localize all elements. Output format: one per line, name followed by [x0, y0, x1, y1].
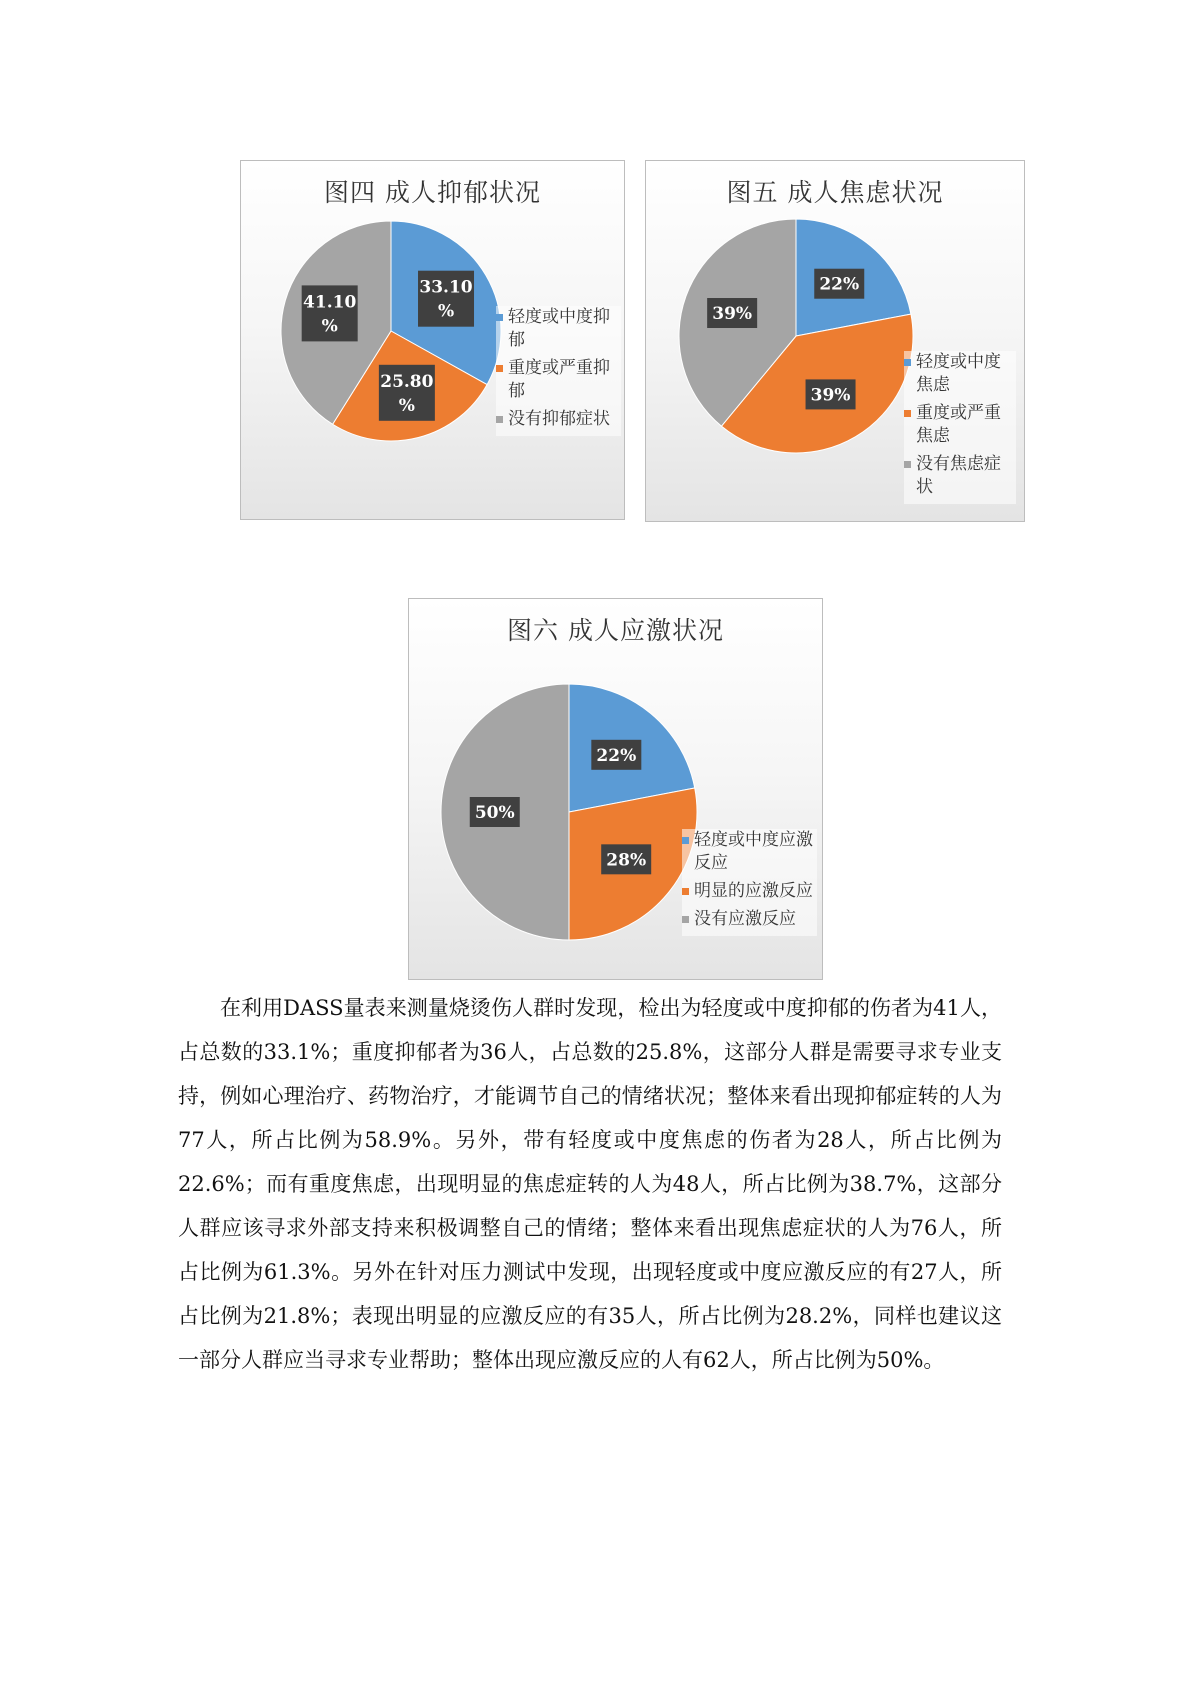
legend-label: 明显的应激反应 [694, 881, 813, 901]
legend-label: 没有应激反应 [694, 909, 796, 929]
chart-legend [496, 306, 621, 436]
chart-anxiety [645, 160, 1025, 522]
legend-swatch [682, 916, 689, 923]
data-label: 25.80 % [380, 371, 434, 416]
data-label: 50% [474, 803, 515, 823]
data-label: 22% [596, 745, 637, 766]
legend-label: 轻度或中度抑郁 [508, 307, 610, 350]
data-label: 39% [810, 385, 851, 406]
chart-title: 图五 成人焦虑状况 [726, 178, 944, 207]
data-label: 22% [819, 274, 860, 295]
chart-legend [904, 351, 1016, 504]
chart-stress [408, 598, 823, 980]
legend-swatch [496, 314, 503, 321]
legend-label: 没有抑郁症状 [508, 409, 610, 429]
legend-item [496, 408, 621, 431]
data-label: 28% [606, 850, 647, 871]
legend-swatch [682, 888, 689, 895]
legend-item [682, 829, 817, 875]
data-label: 33.10 % [419, 277, 473, 322]
body-paragraph: 在利用DASS量表来测量烧烫伤人群时发现，检出为轻度或中度抑郁的伤者为41人，占总数的33.1%；重度抑郁者为36人，占总数的25.8%，这部分人群是需要寻求专业支持，例如心理治疗、药物治疗，才能调节自己的情绪状况；整体来看出现抑郁症转的人为77人，所占比例为58.9%。另外，带有轻度或中度焦虑的伤者为28人，所占比例为22.6%；而有重度焦虑，出现明显的焦虑症转的人为48人，所占比例为38.7%，这部分人群应该寻求外部支持来积极调整自己的情绪；整体来看出现焦虑症状的人为76人，所占比例为61.3%。另外在针对压力测试中发现，出现轻度或中度应激反应的有27人，所占比例为21.8%；表现出明显的应激反应的有35人，所占比例为28.2%，同样也建议这一部分人群应当寻求专业帮助；整体出现应激反应的人有62人，所占比例为50%。 [178, 996, 1002, 1372]
legend-item [904, 402, 1016, 448]
chart-title: 图六 成人应激状况 [507, 616, 724, 645]
legend-item [904, 453, 1016, 499]
legend-label: 轻度或中度应激反应 [694, 830, 813, 873]
chart-legend [682, 829, 817, 936]
legend-item [682, 908, 817, 931]
legend-swatch [904, 359, 911, 366]
chart-title: 图四 成人抑郁状况 [324, 178, 541, 207]
data-label: 39% [712, 304, 753, 325]
data-label: 41.10 % [303, 292, 357, 337]
legend-label: 没有焦虑症状 [916, 454, 1001, 497]
legend-swatch [904, 461, 911, 468]
legend-swatch [682, 837, 689, 844]
legend-label: 重度或严重抑郁 [508, 358, 610, 401]
legend-label: 轻度或中度焦虑 [916, 352, 1001, 395]
legend-item [496, 306, 621, 352]
legend-item [904, 351, 1016, 397]
chart-depression [240, 160, 625, 520]
legend-label: 重度或严重焦虑 [916, 403, 1001, 446]
legend-item [496, 357, 621, 403]
legend-item [682, 880, 817, 903]
legend-swatch [496, 365, 503, 372]
legend-swatch [496, 416, 503, 423]
legend-swatch [904, 410, 911, 417]
